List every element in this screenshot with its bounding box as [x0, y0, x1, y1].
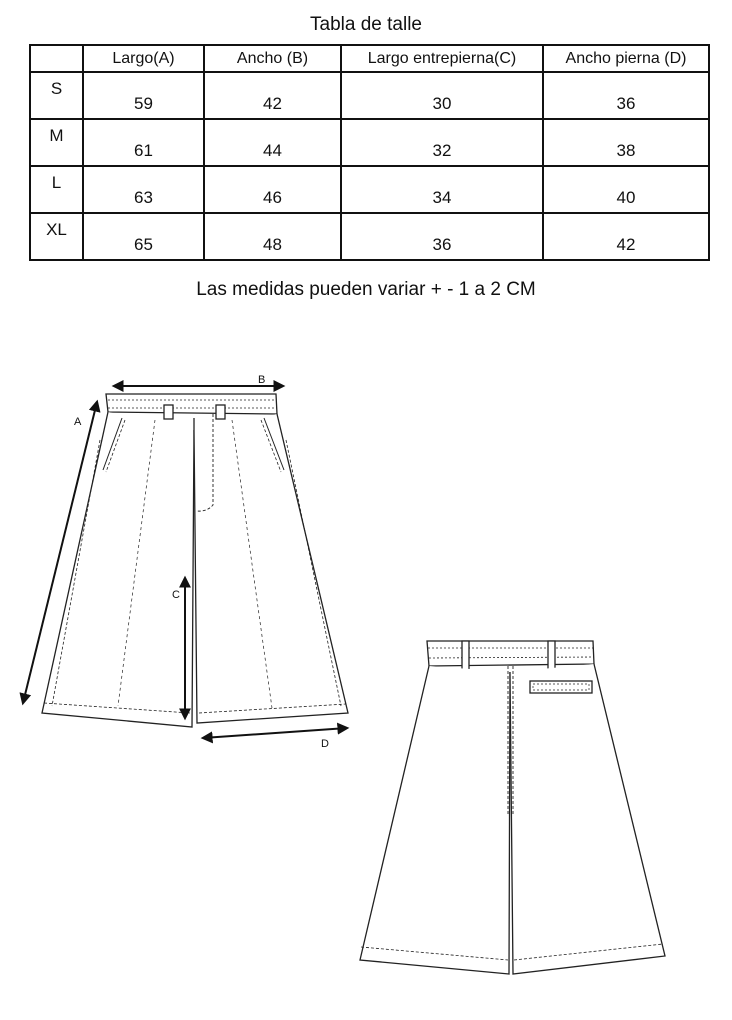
size-label: M	[30, 119, 83, 166]
header-cell: Ancho (B)	[204, 45, 341, 72]
size-label: S	[30, 72, 83, 119]
table-cell: 63	[83, 166, 204, 213]
table-cell: 36	[341, 213, 543, 260]
dimension-label-c: C	[172, 589, 180, 601]
header-cell: Largo(A)	[83, 45, 204, 72]
table-cell: 40	[543, 166, 709, 213]
table-cell: 36	[543, 72, 709, 119]
page-title: Tabla de talle	[310, 14, 422, 35]
table-cell: 42	[204, 72, 341, 119]
table-cell: 38	[543, 119, 709, 166]
size-label: XL	[30, 213, 83, 260]
back-view-drawing	[360, 641, 665, 974]
table-cell: 59	[83, 72, 204, 119]
dimension-label-d: D	[321, 738, 329, 750]
table-cell: 46	[204, 166, 341, 213]
table-cell: 42	[543, 213, 709, 260]
header-cell: Ancho pierna (D)	[543, 45, 709, 72]
header-cell: Largo entrepierna(C)	[341, 45, 543, 72]
size-label: L	[30, 166, 83, 213]
table-cell: 44	[204, 119, 341, 166]
table-cell: 32	[341, 119, 543, 166]
measurement-note: Las medidas pueden variar + - 1 a 2 CM	[196, 279, 536, 300]
table-cell: 65	[83, 213, 204, 260]
table-cell: 30	[341, 72, 543, 119]
front-view-drawing	[42, 394, 348, 727]
table-cell: 34	[341, 166, 543, 213]
table-cell: 48	[204, 213, 341, 260]
dimension-label-b: B	[258, 374, 266, 386]
table-cell: 61	[83, 119, 204, 166]
dimension-label-a: A	[74, 416, 82, 428]
